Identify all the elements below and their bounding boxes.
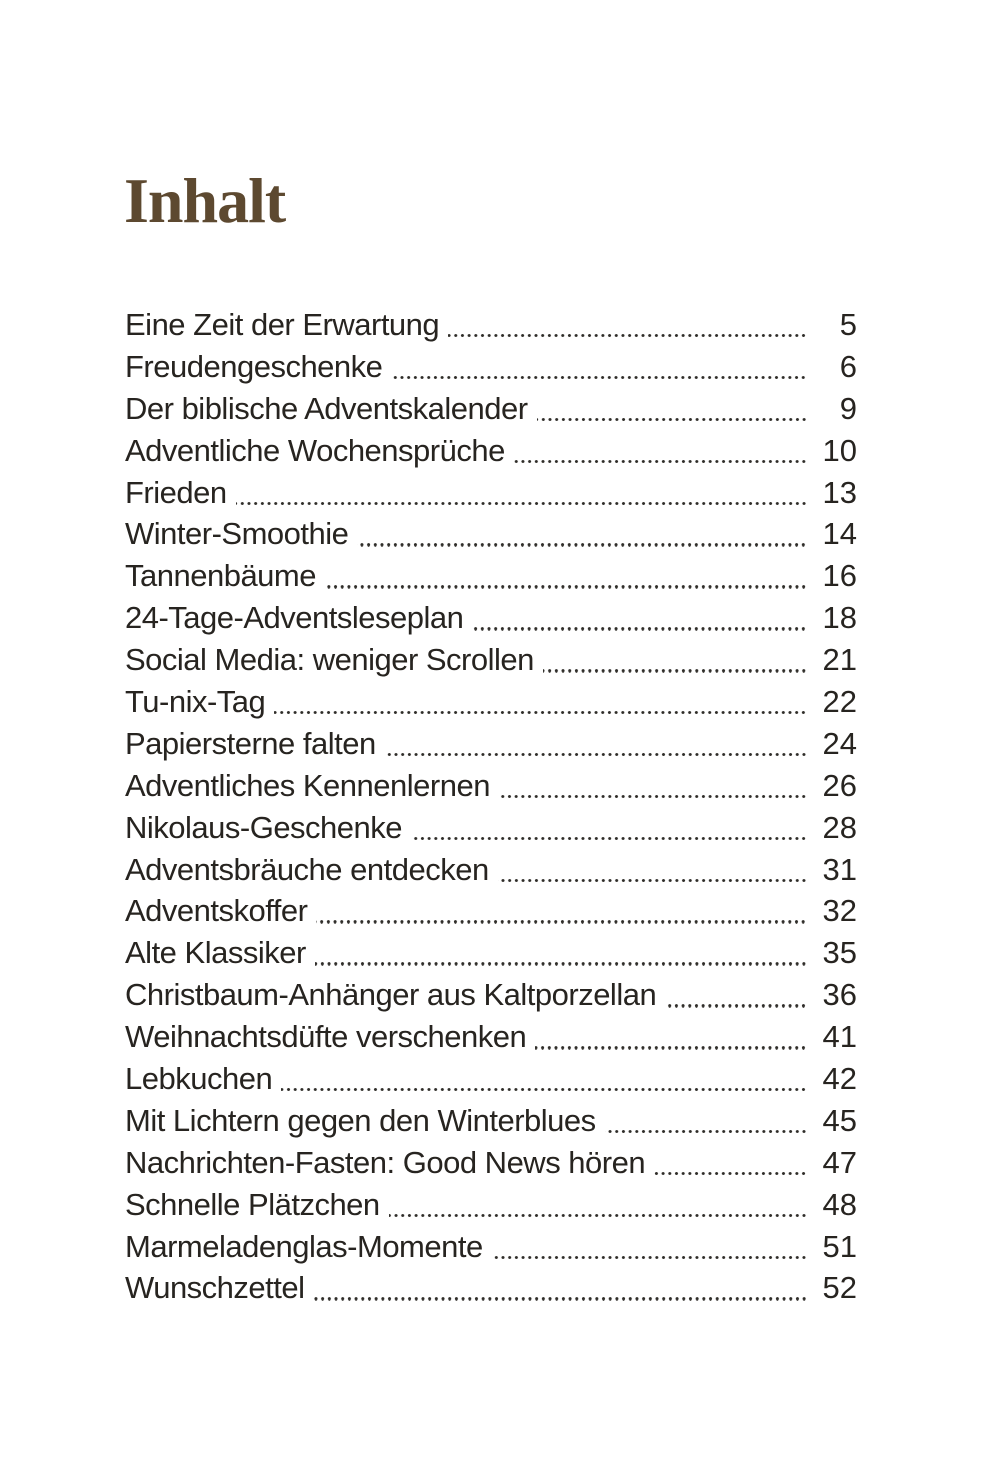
toc-entry-row — [125, 765, 857, 807]
toc-entry-page-number: 52 — [822, 1270, 857, 1306]
toc-entry-page-number: 24 — [822, 725, 857, 761]
dot-leader — [472, 627, 807, 630]
toc-entry-row — [125, 346, 857, 388]
toc-entry-label: Alte Klassiker — [125, 935, 306, 971]
dot-leader — [385, 753, 807, 756]
toc-entry-page-number: 32 — [822, 893, 857, 929]
toc-entry-label: 24-Tage-Adventsleseplan — [125, 600, 464, 636]
dot-leader — [274, 711, 807, 714]
dot-leader — [605, 1130, 807, 1133]
toc-entry-page-number: 47 — [822, 1144, 857, 1180]
toc-entry-label: Tu-nix-Tag — [125, 684, 266, 720]
toc-entry-row — [125, 555, 857, 597]
toc-entry-page-number: 45 — [822, 1102, 857, 1138]
toc-entry-row — [125, 974, 857, 1016]
toc-entry-page-number: 42 — [822, 1061, 857, 1097]
toc-entry-row — [125, 1058, 857, 1100]
toc-entry-page-number: 22 — [822, 684, 857, 720]
dot-leader — [537, 418, 807, 421]
toc-entry-row — [125, 1267, 857, 1309]
toc-entry-row — [125, 597, 857, 639]
dot-leader — [514, 460, 807, 463]
toc-entry-label: Weihnachtsdüfte verschenken — [125, 1019, 527, 1055]
dot-leader — [325, 585, 807, 588]
toc-entry-page-number: 21 — [822, 642, 857, 678]
toc-entry-page-number: 9 — [839, 390, 857, 426]
toc-entry-label: Christbaum-Anhänger aus Kaltporzellan — [125, 977, 657, 1013]
toc-entry-page-number: 41 — [822, 1019, 857, 1055]
toc-entry-label: Nachrichten-Fasten: Good News hören — [125, 1144, 646, 1180]
toc-entry-row — [125, 723, 857, 765]
toc-entry-row — [125, 1142, 857, 1184]
dot-leader — [543, 669, 807, 672]
dot-leader — [665, 1004, 807, 1007]
toc-entry-label: Winter-Smoothie — [125, 516, 349, 552]
table-of-contents — [125, 304, 857, 1309]
toc-entry-row — [125, 639, 857, 681]
toc-entry-label: Tannenbäume — [125, 558, 316, 594]
toc-entry-label: Lebkuchen — [125, 1061, 273, 1097]
page-title: Inhalt — [124, 165, 286, 236]
toc-entry-page-number: 26 — [822, 767, 857, 803]
dot-leader — [236, 502, 807, 505]
toc-entry-label: Schnelle Plätzchen — [125, 1186, 380, 1222]
toc-entry-page-number: 13 — [822, 474, 857, 510]
toc-entry-label: Adventskoffer — [125, 893, 308, 929]
dot-leader — [391, 376, 807, 379]
toc-entry-row — [125, 513, 857, 555]
toc-entry-page-number: 48 — [822, 1186, 857, 1222]
toc-entry-label: Adventsbräuche entdecken — [125, 851, 489, 887]
toc-entry-page-number: 18 — [822, 600, 857, 636]
toc-entry-row — [125, 1100, 857, 1142]
toc-entry-label: Wunschzettel — [125, 1270, 305, 1306]
toc-entry-label: Adventliche Wochensprüche — [125, 432, 505, 468]
toc-entry-row — [125, 304, 857, 346]
toc-entry-row — [125, 807, 857, 849]
toc-entry-row — [125, 1016, 857, 1058]
toc-entry-page-number: 51 — [822, 1228, 857, 1264]
dot-leader — [316, 920, 807, 923]
toc-entry-page-number: 10 — [822, 432, 857, 468]
dot-leader — [535, 1046, 807, 1049]
toc-entry-row — [125, 890, 857, 932]
dot-leader — [492, 1256, 807, 1259]
toc-entry-row — [125, 388, 857, 430]
dot-leader — [281, 1088, 807, 1091]
toc-entry-row — [125, 472, 857, 514]
toc-entry-page-number: 28 — [822, 809, 857, 845]
toc-entry-row — [125, 430, 857, 472]
toc-entry-label: Der biblische Adventskalender — [125, 390, 528, 426]
toc-entry-row — [125, 681, 857, 723]
toc-entry-label: Nikolaus-Geschenke — [125, 809, 403, 845]
dot-leader — [314, 1297, 807, 1300]
toc-entry-label: Social Media: weniger Scrollen — [125, 642, 534, 678]
toc-entry-label: Papiersterne falten — [125, 725, 376, 761]
toc-entry-row — [125, 1184, 857, 1226]
toc-entry-page-number: 5 — [839, 307, 857, 342]
toc-entry-page-number: 35 — [822, 935, 857, 971]
dot-leader — [498, 879, 807, 882]
toc-entry-row — [125, 849, 857, 891]
dot-leader — [448, 334, 807, 337]
dot-leader — [389, 1214, 807, 1217]
toc-entry-page-number: 36 — [822, 977, 857, 1013]
toc-entry-page-number: 14 — [822, 516, 857, 552]
dot-leader — [315, 962, 807, 965]
dot-leader — [654, 1172, 807, 1175]
toc-entry-page-number: 16 — [822, 558, 857, 594]
dot-leader — [411, 837, 807, 840]
toc-entry-label: Adventliches Kennenlernen — [125, 767, 490, 803]
dot-leader — [499, 795, 807, 798]
dot-leader — [357, 543, 807, 546]
toc-entry-label: Marmeladenglas-Momente — [125, 1228, 483, 1264]
toc-entry-row — [125, 1226, 857, 1268]
toc-entry-label: Frieden — [125, 474, 227, 510]
toc-entry-page-number: 31 — [822, 851, 857, 887]
toc-entry-row — [125, 932, 857, 974]
toc-entry-page-number: 6 — [839, 348, 857, 384]
toc-entry-label: Eine Zeit der Erwartung — [125, 307, 440, 342]
toc-entry-label: Mit Lichtern gegen den Winterblues — [125, 1102, 596, 1138]
toc-entry-label: Freudengeschenke — [125, 348, 383, 384]
